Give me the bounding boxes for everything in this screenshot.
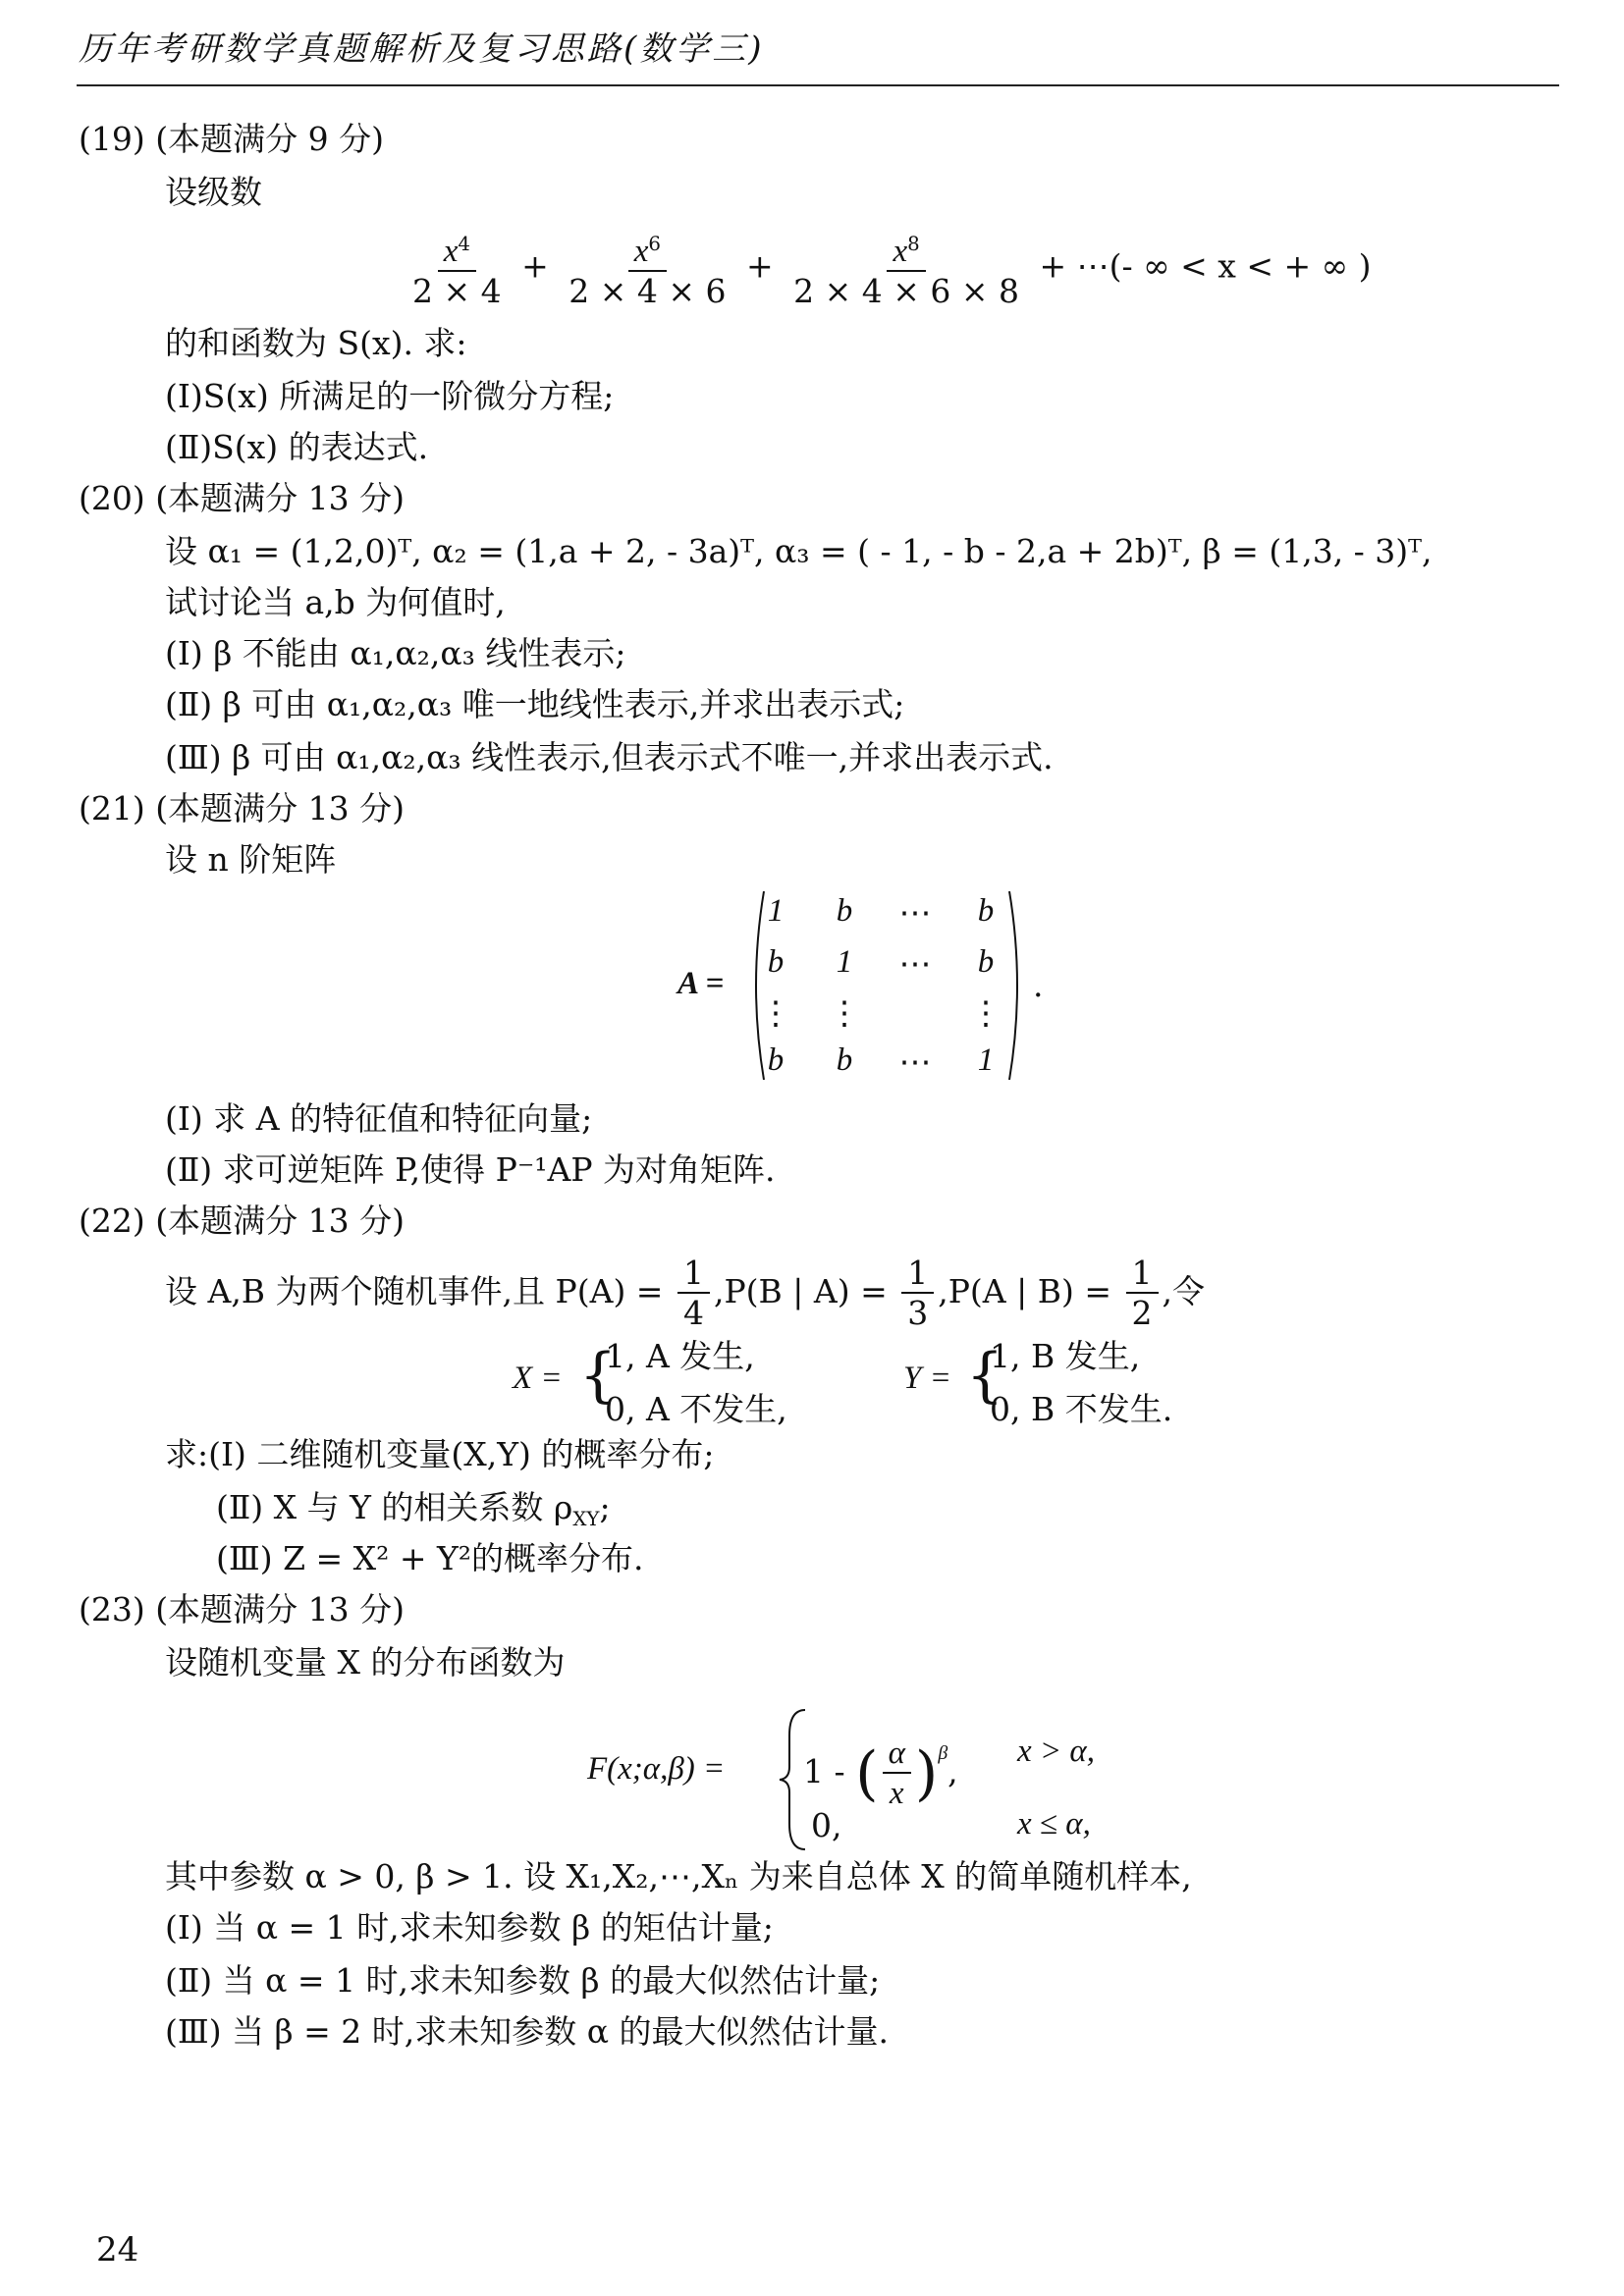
q22-x-case-2: 0, A 不发生,: [605, 1390, 787, 1428]
q23-case-1-cond: x > α,: [1017, 1734, 1095, 1769]
q22-frac-3-den: 2: [1131, 1294, 1153, 1332]
q22-intro: 设 A,B 为两个随机事件,且 P(A) =: [165, 1272, 664, 1310]
q22-part-2-end: ;: [599, 1488, 611, 1526]
q21-m-1-1: 1: [836, 944, 853, 980]
q23-case-1-comma: ,: [947, 1751, 958, 1790]
q21-m-1-0: b: [767, 944, 785, 980]
q19-term-2-exp: 6: [648, 233, 662, 255]
q23-case-1-den: x: [889, 1775, 904, 1811]
q21-m-1-3: b: [977, 944, 995, 980]
q21-m-0-2: ⋯: [898, 893, 932, 932]
q23-case-1-num: α: [883, 1735, 911, 1774]
q20-given: 设 α₁ = (1,2,0)ᵀ, α₂ = (1,a + 2, - 3a)ᵀ, α₃ = ( - 1, - b - 2,a + 2b)ᵀ, β = (1,3, - 3)ᵀ,: [165, 532, 1433, 570]
q19-term-3: [787, 226, 1025, 311]
q19-heading: [79, 120, 384, 159]
q23-part-3: (Ⅲ) 当 β = 2 时,求未知参数 α 的最大似然估计量.: [165, 2012, 889, 2051]
q23-case-1: 1 - ( $\frac{\alpha}{x}$ )$^\beta$,: [803, 1735, 958, 1811]
q21-m-0-3: b: [977, 893, 995, 929]
q19-term-2: [563, 226, 731, 311]
q21-m-3-1: b: [836, 1042, 853, 1078]
q20-score: (本题满分 13 分): [155, 479, 405, 517]
q22-part-2: [216, 1488, 611, 1539]
q23-case-1-a: 1 -: [803, 1751, 845, 1790]
q19-part-1: (Ⅰ)S(x) 所满足的一阶微分方程;: [165, 377, 615, 415]
q23-note: 其中参数 α > 0, β > 1. 设 X₁,X₂,⋯,Xₙ 为来自总体 X 的简单随机样本,: [165, 1857, 1192, 1896]
q23-lhs: F(x;α,β) =: [587, 1751, 726, 1787]
q19-term-1-base: x: [443, 233, 459, 269]
q22-frac-3-num: 1: [1126, 1255, 1159, 1294]
q21-m-1-2: ⋯: [898, 944, 932, 983]
q20-number: (20): [79, 479, 145, 517]
q19-term-1: [406, 226, 508, 311]
q21-m-2-3: ⋮: [969, 993, 1002, 1032]
q23-part-2: (Ⅱ) 当 α = 1 时,求未知参数 β 的最大似然估计量;: [165, 1961, 881, 2000]
q23-case-2: 0,: [811, 1806, 842, 1844]
q22-x-case-1: 1, A 发生,: [605, 1337, 755, 1375]
q23-part-1: (Ⅰ) 当 α = 1 时,求未知参数 β 的矩估计量;: [165, 1908, 774, 1947]
q22-part-2-text: (Ⅱ) X 与 Y 的相关系数 ρ: [216, 1488, 573, 1526]
q19-series-tail: + ⋯(- ∞ < x < + ∞ ): [1039, 246, 1372, 286]
q22-frac-1: [677, 1255, 710, 1333]
q19-intro: 设级数: [165, 173, 262, 211]
q19-sum-text: 的和函数为 S(x). 求:: [165, 324, 467, 362]
q22-mid-2: ,P(A | B) =: [938, 1272, 1111, 1310]
q19-number: (19): [79, 120, 145, 158]
q21-m-0-0: 1: [767, 893, 785, 929]
q23-case-2-cond: x ≤ α,: [1017, 1806, 1091, 1842]
q21-part-2: (Ⅱ) 求可逆矩阵 P,使得 P⁻¹AP 为对角矩阵.: [165, 1150, 776, 1189]
q19-term-2-base: x: [633, 233, 649, 269]
q22-heading: [79, 1201, 405, 1241]
q22-y-case-1: 1, B 发生,: [990, 1337, 1141, 1375]
q21-score: (本题满分 13 分): [155, 789, 405, 828]
q21-m-3-0: b: [767, 1042, 785, 1078]
q22-y-brace: {: [966, 1341, 1004, 1410]
q21-intro: 设 n 阶矩阵: [165, 840, 337, 879]
q21-m-3-3: 1: [977, 1042, 995, 1078]
q22-part-3: (Ⅲ) Z = X² + Y²的概率分布.: [216, 1539, 644, 1577]
q22-score: (本题满分 13 分): [155, 1201, 405, 1240]
q19-series: $\frac{x^4}{2 \times 4}$ + $\frac{x^6}{2 \times 4 \times 6}$ + $\frac{x^8}{2 \times 4 \times 6 \times 8}$ + ⋯(- ∞ < x < + ∞ ): [403, 226, 1372, 311]
q22-frac-1-num: 1: [677, 1255, 710, 1294]
q19-part-2: (Ⅱ)S(x) 的表达式.: [165, 428, 429, 466]
q23-score: (本题满分 13 分): [155, 1590, 405, 1629]
q21-matrix-lhs: A =: [677, 966, 725, 1001]
q23-intro: 设随机变量 X 的分布函数为: [165, 1643, 566, 1682]
q20-ask: 试讨论当 a,b 为何值时,: [165, 583, 506, 621]
q23-heading: [79, 1590, 405, 1629]
q23-number: (23): [79, 1590, 145, 1629]
q22-part-2-sub: XY: [572, 1507, 600, 1530]
q21-part-1: (Ⅰ) 求 A 的特征值和特征向量;: [165, 1099, 593, 1138]
q22-frac-2-num: 1: [901, 1255, 934, 1294]
q23-case-1-frac: [883, 1735, 911, 1813]
q20-part-3: (Ⅲ) β 可由 α₁,α₂,α₃ 线性表示,但表示式不唯一,并求出表示式.: [165, 738, 1054, 776]
q21-m-2-1: ⋮: [828, 993, 861, 1032]
q22-y-lhs: Y =: [903, 1361, 951, 1396]
header-rule: [77, 84, 1559, 86]
q19-term-3-exp: 8: [907, 233, 920, 255]
q19-score: (本题满分 9 分): [155, 120, 384, 158]
page-number: 24: [96, 2230, 139, 2269]
q19-term-1-den: 2 × 4: [412, 271, 502, 310]
q22-end: ,令: [1162, 1272, 1205, 1310]
q22-frac-1-den: 4: [682, 1294, 704, 1332]
q22-x-lhs: X =: [513, 1361, 563, 1396]
q22-mid-1: ,P(B | A) =: [713, 1272, 888, 1310]
q23-case-1-exp: β: [938, 1742, 948, 1764]
q19-term-2-den: 2 × 4 × 6: [568, 271, 727, 310]
q21-heading: [79, 789, 405, 828]
q21-m-3-2: ⋯: [898, 1042, 932, 1081]
running-header: 历年考研数学真题解析及复习思路(数学三): [79, 29, 765, 69]
q21-number: (21): [79, 789, 145, 828]
q22-frac-3: [1126, 1255, 1159, 1333]
q21-m-2-0: ⋮: [759, 993, 792, 1032]
q20-part-1: (Ⅰ) β 不能由 α₁,α₂,α₃ 线性表示;: [165, 634, 626, 672]
q22-number: (22): [79, 1201, 145, 1240]
q22-y-case-2: 0, B 不发生.: [990, 1390, 1173, 1428]
q19-term-3-den: 2 × 4 × 6 × 8: [793, 271, 1020, 310]
q19-term-1-exp: 4: [458, 233, 470, 255]
q22-x-brace: {: [579, 1341, 618, 1410]
q22-frac-2: [901, 1255, 934, 1333]
q22-given: [165, 1253, 1205, 1333]
q20-heading: [79, 479, 405, 518]
q21-m-0-1: b: [836, 893, 853, 929]
q22-frac-2-den: 3: [907, 1294, 929, 1332]
q19-term-3-base: x: [893, 233, 908, 269]
q21-matrix-period: .: [1033, 966, 1044, 1004]
q20-part-2: (Ⅱ) β 可由 α₁,α₂,α₃ 唯一地线性表示,并求出表示式;: [165, 685, 905, 723]
q22-part-1: 求:(Ⅰ) 二维随机变量(X,Y) 的概率分布;: [165, 1435, 715, 1473]
